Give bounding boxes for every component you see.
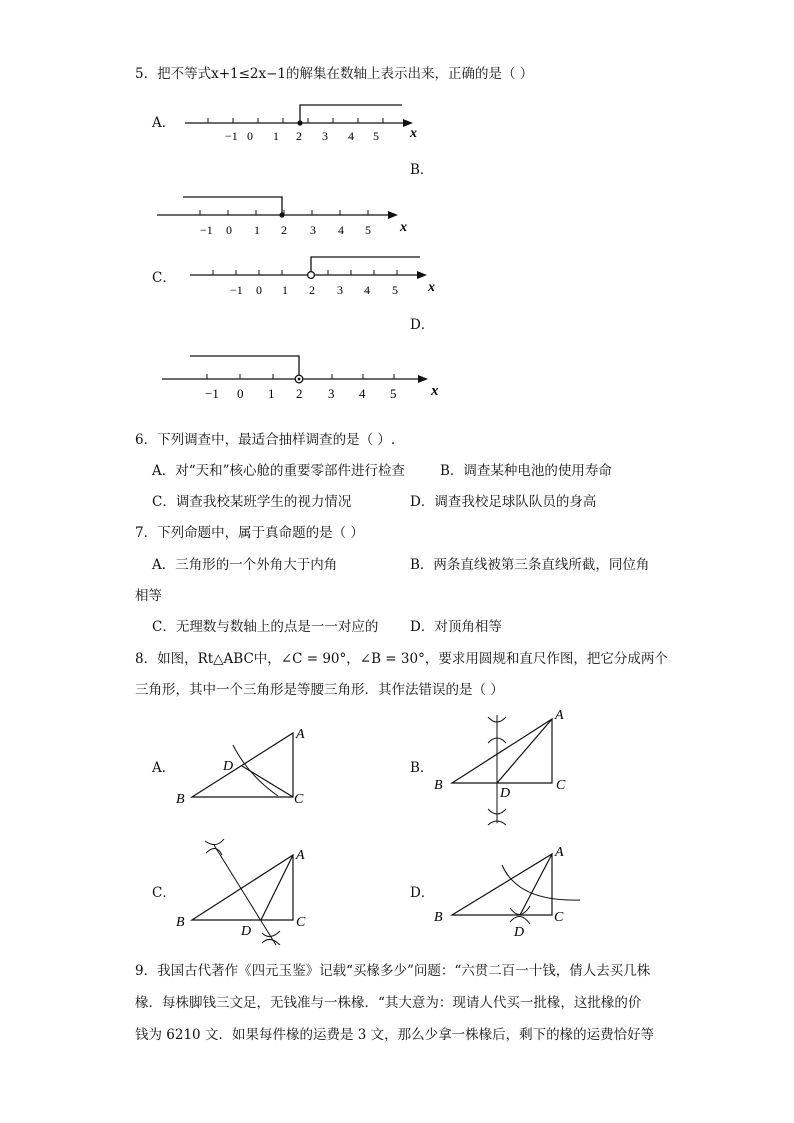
- q8c-point-c: C: [296, 915, 306, 930]
- q8-option-a-label: A．: [152, 760, 176, 776]
- q8a-point-d: D: [223, 759, 234, 774]
- svg-text:x: x: [428, 280, 435, 295]
- svg-text:x: x: [410, 126, 417, 141]
- q5-option-c-label: C．: [152, 270, 176, 286]
- svg-text:3: 3: [337, 283, 343, 297]
- q8d-point-d: D: [514, 925, 525, 940]
- q5-numberline-d: [160, 352, 460, 402]
- q8b-point-d: D: [500, 786, 511, 801]
- q8-figure-d: [430, 840, 600, 950]
- svg-text:3: 3: [310, 223, 316, 237]
- q7-option-d: D．对顶角相等: [410, 619, 502, 635]
- q8d-point-c: C: [554, 910, 564, 925]
- svg-text:x: x: [431, 383, 439, 399]
- q8-option-d-label: D．: [410, 885, 435, 901]
- q8-option-b-label: B．: [410, 760, 434, 776]
- svg-text:0: 0: [237, 386, 244, 401]
- svg-text:1: 1: [282, 283, 288, 297]
- q5-option-a-label: A．: [152, 115, 176, 131]
- svg-text:3: 3: [322, 129, 328, 143]
- svg-text:1: 1: [273, 129, 279, 143]
- q8-figure-c: [170, 835, 340, 955]
- svg-text:4: 4: [364, 283, 370, 297]
- q6-option-a: A．对“天和”核心舱的重要零部件进行检查: [152, 463, 406, 479]
- q5-option-d-label: D．: [410, 317, 435, 333]
- q8a-point-c: C: [294, 792, 304, 807]
- svg-text:x: x: [400, 220, 407, 235]
- svg-text:0: 0: [247, 129, 253, 143]
- svg-text:−1: −1: [205, 386, 219, 401]
- svg-text:−1: −1: [200, 223, 213, 237]
- q8-figure-a: [170, 720, 330, 820]
- q7-option-b-cont: 相等: [135, 588, 162, 604]
- q5-numberline-b: [155, 192, 425, 237]
- q8c-point-d: D: [241, 924, 252, 939]
- svg-text:5: 5: [365, 223, 371, 237]
- q8b-point-a: A: [555, 708, 564, 723]
- q8-figure-b: [430, 705, 590, 825]
- svg-text:0: 0: [226, 223, 232, 237]
- svg-text:2: 2: [309, 283, 315, 297]
- q5-numberline-a: [180, 100, 440, 143]
- q8a-point-b: B: [176, 792, 185, 807]
- svg-text:5: 5: [373, 129, 379, 143]
- svg-text:2: 2: [296, 386, 303, 401]
- q5-option-b-label: B．: [410, 162, 434, 178]
- q7-stem: 7．下列命题中，属于真命题的是（ ）: [135, 525, 364, 541]
- q8d-point-a: A: [555, 845, 564, 860]
- svg-text:1: 1: [268, 386, 275, 401]
- q6-option-b: B．调查某种电池的使用寿命: [440, 463, 612, 479]
- q8c-point-a: A: [296, 848, 305, 863]
- svg-text:5: 5: [390, 386, 397, 401]
- svg-text:−1: −1: [225, 129, 238, 143]
- q7-option-a: A．三角形的一个外角大于内角: [152, 557, 338, 573]
- svg-text:−1: −1: [230, 283, 243, 297]
- svg-text:3: 3: [328, 386, 335, 401]
- q8c-point-b: B: [176, 915, 185, 930]
- q7-option-b: B．两条直线被第三条直线所截，同位角: [410, 557, 650, 573]
- q6-stem: 6．下列调查中，最适合抽样调查的是（ ）.: [135, 432, 396, 448]
- svg-text:4: 4: [338, 223, 344, 237]
- q8a-point-a: A: [296, 727, 305, 742]
- svg-text:4: 4: [359, 386, 366, 401]
- q5-numberline-c: [185, 254, 455, 299]
- q6-option-d: D．调查我校足球队队员的身高: [410, 494, 597, 510]
- q9-line2: 椽．每株脚钱三文足，无钱准与一株椽．“其大意为：现请人代买一批椽，这批椽的价: [135, 995, 642, 1011]
- svg-text:1: 1: [254, 223, 260, 237]
- svg-text:2: 2: [296, 129, 302, 143]
- svg-text:2: 2: [281, 223, 287, 237]
- q8b-point-b: B: [434, 778, 443, 793]
- svg-text:4: 4: [348, 129, 354, 143]
- q9-line1: 9．我国古代著作《四元玉鉴》记载“买椽多少”问题：“六贯二百一十钱，倩人去买几株: [135, 963, 651, 979]
- q8-option-c-label: C．: [152, 885, 176, 901]
- q7-option-c: C．无理数与数轴上的点是一一对应的: [152, 619, 379, 635]
- q6-option-c: C．调查我校某班学生的视力情况: [152, 494, 352, 510]
- q8-stem-line1: 8．如图，Rt△ABC中，∠C = 90°，∠B = 30°，要求用圆规和直尺作图，把它分成两个: [135, 651, 668, 667]
- svg-text:0: 0: [256, 283, 262, 297]
- svg-text:5: 5: [392, 283, 398, 297]
- q9-line3: 钱为 6210 文．如果每件椽的运费是 3 文，那么少拿一株椽后，剩下的椽的运费恰好等: [135, 1027, 655, 1043]
- q8d-point-b: B: [434, 910, 443, 925]
- q5-stem: 5．把不等式x+1≤2x−1的解集在数轴上表示出来，正确的是（ ）: [135, 66, 534, 82]
- q8-stem-line2: 三角形，其中一个三角形是等腰三角形．其作法错误的是（ ）: [135, 682, 504, 698]
- q8b-point-c: C: [556, 778, 566, 793]
